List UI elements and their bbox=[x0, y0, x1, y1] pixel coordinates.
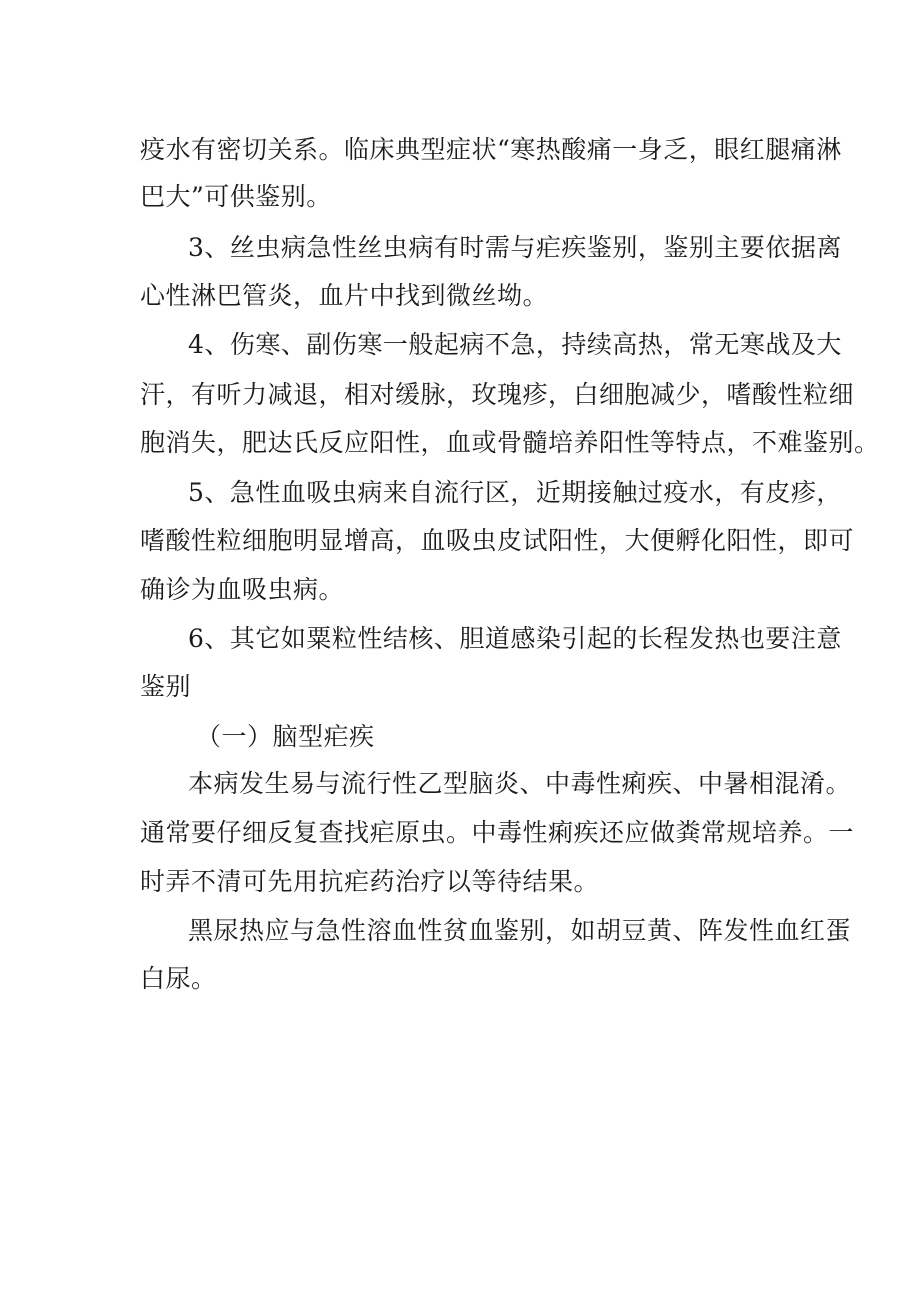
paragraph-line: 黑尿热应与急性溶血性贫血鉴别，如胡豆黄、阵发性血红蛋 bbox=[188, 916, 852, 945]
text-line: 胞消失，肥达氏反应阳性，血或骨髓培养阳性等特点，不难鉴别。 bbox=[140, 428, 880, 457]
paragraph-5-line: 5、急性血吸虫病来自流行区，近期接触过疫水，有皮疹， bbox=[188, 478, 842, 507]
text-line: 通常要仔细反复查找疟原虫。中毒性痢疾还应做粪常规培养。一 bbox=[140, 818, 855, 847]
section-heading: （一）脑型疟疾 bbox=[196, 722, 375, 751]
paragraph-4-line: 4、伤寒、副伤寒一般起病不急，持续高热，常无寒战及大 bbox=[188, 330, 842, 359]
text-line: 时弄不清可先用抗疟药治疗以等待结果。 bbox=[140, 867, 600, 896]
text-line: 鉴别 bbox=[140, 672, 192, 701]
text-line: 巴大”可供鉴别。 bbox=[140, 182, 332, 211]
paragraph-3-line: 3、丝虫病急性丝虫病有时需与疟疾鉴别，鉴别主要依据离 bbox=[188, 233, 842, 262]
text-line: 白尿。 bbox=[140, 964, 217, 993]
text-line: 汗，有听力减退，相对缓脉，玫瑰疹，白细胞减少，嗜酸性粒细 bbox=[140, 380, 855, 409]
paragraph-line: 本病发生易与流行性乙型脑炎、中毒性痢疾、中暑相混淆。 bbox=[188, 769, 852, 798]
text-line: 嗜酸性粒细胞明显增高，血吸虫皮试阳性，大便孵化阳性，即可 bbox=[140, 526, 855, 555]
text-line: 确诊为血吸虫病。 bbox=[140, 575, 345, 604]
text-line: 疫水有密切关系。临床典型症状“寒热酸痛一身乏，眼红腿痛淋 bbox=[140, 135, 842, 164]
paragraph-6-line: 6、其它如粟粒性结核、胆道感染引起的长程发热也要注意 bbox=[188, 624, 842, 653]
text-line: 心性淋巴管炎，血片中找到微丝坳。 bbox=[140, 281, 549, 310]
